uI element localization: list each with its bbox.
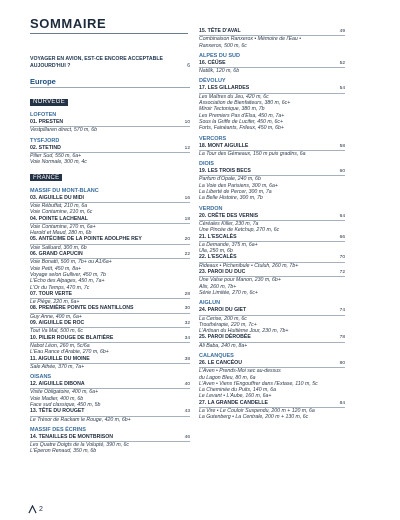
site-name: 23. PAROI DU DUC [199, 269, 246, 276]
route-line: Natilik, 120 m, 6b [199, 68, 240, 75]
route-line: Rideaux • Pichenibule • Ctuluh, 260 m, 7b+ [199, 262, 299, 269]
site-name: 02. STETIND [30, 144, 61, 151]
site-name: 26. LE CANCÉOU [199, 359, 242, 366]
site-entry[interactable] [199, 269, 345, 296]
site-heading-row [30, 216, 190, 224]
site-entry[interactable] [30, 434, 190, 455]
route-line: La Liberté de Percer, 300 m, 7a [199, 189, 272, 196]
site-page-number: 10 [184, 120, 190, 126]
site-page-number: 70 [339, 255, 345, 261]
site-entry[interactable] [30, 251, 190, 291]
route-line: Le Piège, 220 m, 6a+ [30, 299, 80, 306]
route-line: Alix, 260 m, 7b+ [199, 283, 237, 290]
route-line: Une Valse pour Manon, 230 m, 6b+ [199, 277, 281, 284]
route-line: Vestpillaren direct, 570 m, 6b [30, 127, 97, 134]
route-line: Une Pincée de Ketchup, 270 m, 6c [199, 227, 280, 234]
site-heading-row [199, 28, 345, 36]
site-page-number: 58 [339, 143, 345, 149]
page-number: 2 [39, 506, 43, 513]
site-page-number: 22 [184, 252, 190, 258]
route-line: du Lagon Bleu, 80 m, 6a [199, 374, 256, 381]
site-entry[interactable] [199, 168, 345, 201]
intro-page-number: 6 [187, 62, 190, 69]
route-line: Guy Anne, 400 m, 6a+ [30, 313, 82, 320]
site-entry[interactable] [199, 60, 345, 75]
site-entry[interactable] [30, 145, 190, 166]
intro-title: VOYAGER EN AVION, EST-CE ENCORE ACCEPTABLE AUJOURD'HUI ? [30, 56, 163, 69]
site-entry[interactable] [30, 216, 190, 237]
site-name: 20. CRÊTE DES VERNIS [199, 212, 259, 219]
area-heading: ALPES DU SUD [199, 52, 240, 59]
route-line: La Vire • Le Couloir Suspendu, 200 m + 120 m, 6a [199, 408, 315, 415]
site-name: 12. AIGUILLE DIBONA [30, 381, 85, 388]
site-heading-row [199, 400, 345, 408]
right-entry-list [199, 28, 345, 421]
site-name: 21. L'ESCALÈS [199, 233, 237, 240]
site-page-number: 16 [184, 195, 190, 201]
page-footer [28, 505, 43, 514]
route-line: Voie Normale, 300 m, 4c [30, 159, 87, 166]
site-name: 10. PILIER ROUGE DE BLAITIÈRE [30, 334, 114, 341]
site-name: 05. ANTÉCIME DE LA POINTE ADOLPHE REY [30, 236, 142, 243]
page-title: SOMMAIRE [30, 16, 107, 31]
site-heading-row [199, 360, 345, 368]
site-page-number: 20 [184, 237, 190, 243]
site-name: 16. CÉÜSE [199, 59, 226, 66]
route-line: Sale Athée, 370 m, 7a+ [30, 363, 85, 370]
route-line: La Cheminée du Puits, 140 m, 6a [199, 387, 276, 394]
site-heading-row [30, 119, 190, 127]
site-page-number: 34 [184, 335, 190, 341]
route-line: Parfum d'Opale, 240 m, 6b [199, 176, 261, 183]
site-page-number: 18 [184, 216, 190, 222]
route-line: Pilier Sud, 550 m, 6a+ [30, 153, 82, 160]
title-divider [30, 33, 188, 34]
site-page-number: 78 [339, 335, 345, 341]
site-page-number: 49 [339, 29, 345, 34]
area-heading: LOFOTEN [30, 112, 57, 119]
route-line: La Gutenberg • La Centrale, 200 m + 130 m, 6c [199, 414, 309, 421]
route-line: Les Maîtres du Jeu, 420 m, 6c [199, 93, 269, 100]
area-heading: VERDON [199, 205, 223, 212]
route-line: Nabot Léon, 260 m, 5c/6a [30, 342, 90, 349]
site-name: 03. AIGUILLE DU MIDI [30, 194, 84, 201]
site-name: 06. GRAND CAPUCIN [30, 251, 83, 258]
route-line: Céréales Killer, 230 m, 7a [199, 220, 259, 227]
route-line: Les Premiers Pas d'Elsa, 450 m, 7a+ [199, 112, 285, 119]
site-page-number: 54 [339, 86, 345, 92]
area-heading: AIGLUN [199, 300, 221, 307]
site-heading-row [199, 334, 345, 342]
site-heading-row [30, 145, 190, 153]
route-line: Association de Bienfaiteurs, 380 m, 6c+ [199, 100, 291, 107]
site-heading-row [199, 213, 345, 221]
site-entry[interactable] [30, 320, 190, 335]
site-name: 09. AIGUILLE DE ROC [30, 320, 85, 327]
area-heading: VERCORS [199, 135, 227, 142]
route-line: L'Or du Temps, 470 m, 7c [30, 284, 90, 291]
route-line: L'Artisan du Huitième Jour, 230 m, 7b+ [199, 328, 289, 335]
site-heading-row [199, 269, 345, 277]
site-heading-row [30, 335, 190, 343]
area-heading: DÉVOLUY [199, 78, 226, 85]
site-entry[interactable] [30, 305, 190, 320]
site-heading-row [199, 143, 345, 151]
site-name: 27. LA GRANDE CANDELLE [199, 399, 268, 406]
site-page-number: 74 [339, 308, 345, 314]
site-name: 07. TOUR VERTE [30, 290, 72, 297]
site-page-number: 46 [184, 434, 190, 440]
route-line: Ula, 250 m, 6b [199, 248, 233, 255]
route-line: Visite Obligatoire, 400 m, 6a+ [30, 389, 99, 396]
route-line: Harold et Maud, 280 m, 6b [30, 230, 92, 237]
route-line: Voie Petit, 450 m, 8a+ [30, 265, 81, 272]
route-line: Voie Bonatti, 500 m, 7b+ ou A1/6a+ [30, 259, 112, 266]
route-line: Voie Contamine, 270 m, 6a+ [30, 223, 96, 230]
site-name: 25. PAROI DÉROBÉE [199, 334, 251, 341]
site-entry[interactable] [199, 307, 345, 334]
route-line: Le Trésor de Rackam le Rouge, 420 m, 6b+ [30, 416, 131, 423]
site-entry[interactable] [30, 291, 190, 306]
route-line: Face sud classique, 450 m, 5b [30, 401, 101, 408]
left-entry-list [30, 77, 190, 455]
route-line: La Voie des Parisiens, 300 m, 6a+ [199, 182, 278, 189]
site-heading-row [30, 251, 190, 259]
country-tag: NORVÈGE [30, 99, 68, 106]
region-heading: Europe [30, 77, 190, 88]
site-page-number: 60 [339, 169, 345, 175]
site-entry[interactable] [199, 360, 345, 400]
site-page-number: 30 [184, 306, 190, 312]
site-entry[interactable] [199, 213, 345, 234]
route-line: Le Levant • L'Aube, 160 m, 6a+ [199, 393, 272, 400]
site-name: 24. PAROI DU GIET [199, 307, 247, 314]
site-heading-row [199, 85, 345, 93]
area-heading: CALANQUES [199, 352, 234, 359]
site-entry[interactable] [199, 400, 345, 421]
site-name: 04. POINTE LACHENAL [30, 215, 88, 222]
site-entry[interactable] [30, 356, 190, 371]
route-line: La Cerise, 200 m, 6c [199, 315, 247, 322]
site-name: 18. MONT AIGUILLE [199, 142, 249, 149]
site-name: 11. AIGUILLE DU MOINE [30, 355, 90, 362]
area-heading: MASSIF DU MONT-BLANC [30, 187, 99, 194]
route-line: La Demande, 375 m, 6a+ [199, 241, 258, 248]
site-heading-row [199, 168, 345, 176]
route-line: L'Aven • Prends-Moi sec au-dessus [199, 368, 281, 375]
site-name: 08. PREMIÈRE POINTE DES NANTILLONS [30, 305, 134, 312]
site-page-number: 52 [339, 60, 345, 66]
site-heading-row [30, 381, 190, 389]
route-line: Voie Salluard, 300 m, 6b [30, 244, 87, 251]
site-page-number: 32 [184, 321, 190, 327]
area-heading: TYSFJORD [30, 137, 60, 144]
site-entry[interactable] [30, 408, 190, 423]
route-line: L'Aven • Viens t'Engouffrer dans l'Extase, 110 m, 5c [199, 380, 318, 387]
left-column [30, 56, 190, 455]
site-entry[interactable] [199, 85, 345, 131]
route-line: Miroir Tectonique, 380 m, 7b [199, 106, 265, 113]
site-name: 22. L'ESCALÈS [199, 254, 237, 261]
site-name: 17. LES GILLARDES [199, 85, 250, 92]
route-line: Voie Madier, 400 m, 6b [30, 395, 84, 402]
site-entry[interactable] [30, 236, 190, 251]
site-heading-row [30, 434, 190, 442]
route-line: La Belle Histoire, 300 m, 7b [199, 195, 263, 202]
route-line: Voie Rébuffat, 210 m, 6a [30, 202, 88, 209]
site-name: 14. TENAILLES DE MONTBRISON [30, 433, 114, 440]
route-line: Ali Baba, 240 m, 8a+ [199, 342, 248, 349]
site-heading-row [199, 254, 345, 262]
site-entry[interactable] [199, 254, 345, 269]
area-heading: OISANS [30, 374, 52, 381]
route-line: Trouthérapie, 220 m, 7c+ [199, 321, 257, 328]
site-entry[interactable] [30, 119, 190, 134]
site-page-number: 80 [339, 360, 345, 366]
area-heading: DIOIS [199, 161, 214, 168]
site-heading-row [30, 195, 190, 203]
site-name: 13. TÊTE DU ROUGET [30, 408, 85, 415]
intro-entry[interactable] [30, 56, 190, 69]
site-heading-row [30, 236, 190, 244]
route-line: Sous la Griffe de Lucifer, 450 m, 6c+ [199, 118, 284, 125]
site-heading-row [30, 291, 190, 299]
site-page-number: 84 [339, 400, 345, 406]
site-page-number: 38 [184, 356, 190, 362]
site-heading-row [30, 408, 190, 416]
site-entry[interactable] [199, 234, 345, 255]
route-line: La Tour des Gémeaux, 150 m puis gradins, 6a [199, 150, 306, 157]
site-heading-row [30, 320, 190, 328]
route-line: Combinaison Ranxerox • Mémoire de l'Eau • [199, 36, 302, 43]
site-name: 15. TÊTE D'AVAL [199, 28, 241, 34]
site-heading-row [199, 60, 345, 68]
site-page-number: 12 [184, 145, 190, 151]
site-name: 01. PRESTEN [30, 119, 64, 126]
route-line: L'Écho des Alpages, 450 m, 7a+ [30, 278, 105, 285]
route-line: Série Limitée, 270 m, 6c+ [199, 289, 258, 296]
country-tag: FRANCE [30, 174, 62, 181]
route-line: Forts, Fainéants, Frileux, 450 m, 6b+ [199, 125, 284, 132]
route-line: Ranxerox, 500 m, 6c [199, 42, 247, 49]
site-page-number: 40 [184, 382, 190, 388]
mountain-logo-icon [28, 505, 37, 514]
site-heading-row [199, 234, 345, 242]
site-entry[interactable] [30, 381, 190, 408]
route-line: Voie Contamine, 210 m, 6c [30, 209, 93, 216]
site-name: 19. LES TROIS BECS [199, 168, 251, 175]
site-page-number: 43 [184, 409, 190, 415]
route-line: Tout Va Mal, 500 m, 6c [30, 328, 83, 335]
area-heading: MASSIF DES ÉCRINS [30, 426, 86, 433]
right-column [199, 28, 345, 421]
site-entry[interactable] [199, 28, 345, 49]
site-entry[interactable] [30, 195, 190, 216]
site-entry[interactable] [30, 335, 190, 356]
site-page-number: 28 [184, 291, 190, 297]
route-line: Les Quatre Doigts de la Volupté, 390 m, 6c [30, 442, 130, 449]
site-page-number: 64 [339, 213, 345, 219]
site-entry[interactable] [199, 334, 345, 349]
site-heading-row [30, 305, 190, 313]
site-entry[interactable] [199, 143, 345, 158]
site-page-number: 66 [339, 234, 345, 240]
route-line: L'Éperon Renaud, 350 m, 6b [30, 448, 97, 455]
site-heading-row [30, 356, 190, 364]
site-heading-row [199, 307, 345, 315]
route-line: Voyage selon Gulliver, 450 m, 7b [30, 271, 106, 278]
site-page-number: 72 [339, 270, 345, 276]
route-line: L'Eau Rance d'Arabie, 270 m, 6b+ [30, 349, 109, 356]
